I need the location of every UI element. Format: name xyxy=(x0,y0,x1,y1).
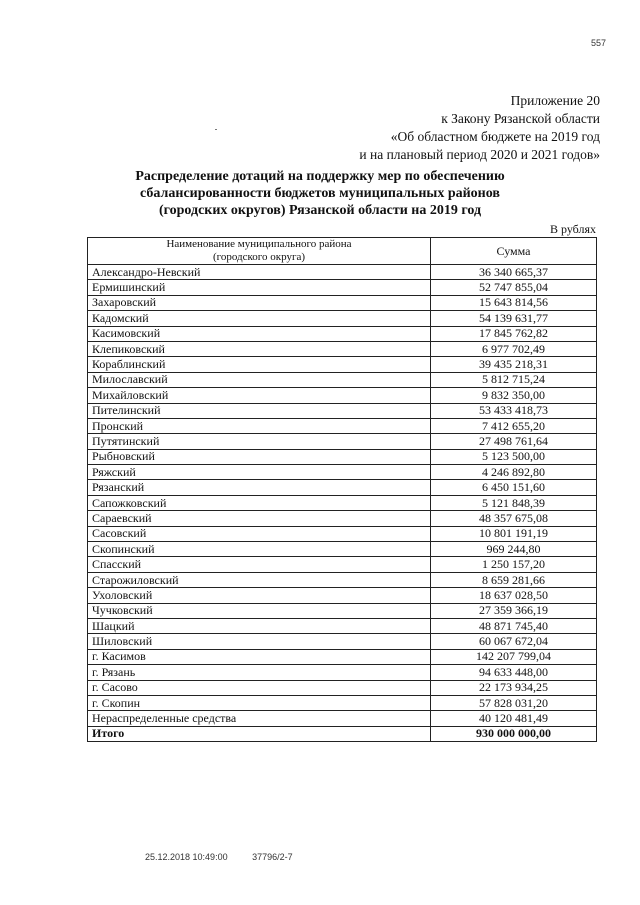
row-sum: 6 977 702,49 xyxy=(431,341,597,356)
row-sum: 53 433 418,73 xyxy=(431,403,597,418)
row-sum: 142 207 799,04 xyxy=(431,649,597,664)
table-row xyxy=(88,372,597,387)
row-name: Милославский xyxy=(88,372,431,387)
table-row xyxy=(88,649,597,664)
table-row xyxy=(88,449,597,464)
row-sum: 40 120 481,49 xyxy=(431,711,597,726)
row-sum: 5 812 715,24 xyxy=(431,372,597,387)
row-name: Сапожковский xyxy=(88,495,431,510)
row-sum: 39 435 218,31 xyxy=(431,357,597,372)
row-name: Михайловский xyxy=(88,388,431,403)
row-sum: 48 871 745,40 xyxy=(431,618,597,633)
row-sum: 6 450 151,60 xyxy=(431,480,597,495)
subsidy-table xyxy=(87,237,597,742)
table-row xyxy=(88,711,597,726)
total-label: Итого xyxy=(88,726,431,741)
table-row xyxy=(88,265,597,280)
table-row xyxy=(88,295,597,310)
scan-speck xyxy=(215,129,217,130)
row-sum: 60 067 672,04 xyxy=(431,634,597,649)
currency-note: В рублях xyxy=(549,222,596,236)
total-sum: 930 000 000,00 xyxy=(431,726,597,741)
title-line: (городских округов) Рязанской области на 2019 год xyxy=(158,203,482,218)
row-sum: 1 250 157,20 xyxy=(431,557,597,572)
column-header-name-line2: (городского округа) xyxy=(212,251,306,263)
row-sum: 7 412 655,20 xyxy=(431,418,597,433)
row-name: Ряжский xyxy=(88,465,431,480)
row-sum: 48 357 675,08 xyxy=(431,511,597,526)
row-sum: 8 659 281,66 xyxy=(431,572,597,587)
row-sum: 22 173 934,25 xyxy=(431,680,597,695)
row-sum: 52 747 855,04 xyxy=(431,280,597,295)
row-sum: 9 832 350,00 xyxy=(431,388,597,403)
table-row xyxy=(88,680,597,695)
footer-timestamp: 25.12.2018 10:49:00 xyxy=(145,852,228,862)
row-name: Ухоловский xyxy=(88,588,431,603)
table-row xyxy=(88,665,597,680)
row-name: Александро-Невский xyxy=(88,265,431,280)
table-row xyxy=(88,465,597,480)
row-name: г. Сасово xyxy=(88,680,431,695)
table-row xyxy=(88,542,597,557)
row-name: Рыбновский xyxy=(88,449,431,464)
row-sum: 969 244,80 xyxy=(431,542,597,557)
row-name: г. Рязань xyxy=(88,665,431,680)
table-row xyxy=(88,603,597,618)
table-row xyxy=(88,572,597,587)
row-name: Шиловский xyxy=(88,634,431,649)
table-row xyxy=(88,341,597,356)
table-row xyxy=(88,557,597,572)
page-number: 557 xyxy=(590,38,606,48)
row-name: Кадомский xyxy=(88,311,431,326)
row-name: Путятинский xyxy=(88,434,431,449)
row-sum: 57 828 031,20 xyxy=(431,695,597,710)
title-line: сбалансированности бюджетов муниципальных районов xyxy=(140,186,500,201)
row-name: Рязанский xyxy=(88,480,431,495)
table-row xyxy=(88,495,597,510)
row-sum: 36 340 665,37 xyxy=(431,265,597,280)
row-name: Пронский xyxy=(88,418,431,433)
table-row xyxy=(88,634,597,649)
row-sum: 27 359 366,19 xyxy=(431,603,597,618)
table-total-row xyxy=(88,726,597,741)
row-name: Касимовский xyxy=(88,326,431,341)
table-row xyxy=(88,695,597,710)
row-sum: 18 637 028,50 xyxy=(431,588,597,603)
row-sum: 17 845 762,82 xyxy=(431,326,597,341)
row-name: Захаровский xyxy=(88,295,431,310)
row-sum: 4 246 892,80 xyxy=(431,465,597,480)
table-row xyxy=(88,403,597,418)
table-row xyxy=(88,326,597,341)
row-name: Клепиковский xyxy=(88,341,431,356)
appendix-line: Приложение 20 xyxy=(510,93,600,108)
row-name: Кораблинский xyxy=(88,357,431,372)
footer xyxy=(145,852,293,862)
appendix-line: к Закону Рязанской области xyxy=(441,111,600,126)
column-header-sum: Сумма xyxy=(431,238,597,265)
table-header-row xyxy=(88,238,597,265)
row-name: Пителинский xyxy=(88,403,431,418)
appendix-header xyxy=(300,92,600,164)
table-row xyxy=(88,418,597,433)
row-name: Сараевский xyxy=(88,511,431,526)
table-row xyxy=(88,618,597,633)
appendix-line: «Об областном бюджете на 2019 год xyxy=(390,129,600,144)
appendix-line: и на плановый период 2020 и 2021 годов» xyxy=(359,147,600,162)
table-row xyxy=(88,280,597,295)
document-title xyxy=(100,168,540,219)
table-row xyxy=(88,311,597,326)
row-sum: 94 633 448,00 xyxy=(431,665,597,680)
row-name: Спасский xyxy=(88,557,431,572)
row-name: г. Касимов xyxy=(88,649,431,664)
row-sum: 5 121 848,39 xyxy=(431,495,597,510)
footer-doc-code: 37796/2-7 xyxy=(252,852,293,862)
row-sum: 27 498 761,64 xyxy=(431,434,597,449)
title-line: Распределение дотаций на поддержку мер по обеспечению xyxy=(135,169,505,184)
column-header-name-line1: Наименование муниципального района xyxy=(166,238,352,250)
row-name: Сасовский xyxy=(88,526,431,541)
row-sum: 15 643 814,56 xyxy=(431,295,597,310)
table-row xyxy=(88,526,597,541)
row-name: Нераспределенные средства xyxy=(88,711,431,726)
column-header-name xyxy=(88,238,431,265)
table-row xyxy=(88,434,597,449)
table-row xyxy=(88,480,597,495)
row-name: Ермишинский xyxy=(88,280,431,295)
table-row xyxy=(88,357,597,372)
table-row xyxy=(88,388,597,403)
row-sum: 10 801 191,19 xyxy=(431,526,597,541)
row-sum: 5 123 500,00 xyxy=(431,449,597,464)
table-row xyxy=(88,511,597,526)
row-sum: 54 139 631,77 xyxy=(431,311,597,326)
table-row xyxy=(88,588,597,603)
row-name: Шацкий xyxy=(88,618,431,633)
row-name: Старожиловский xyxy=(88,572,431,587)
row-name: г. Скопин xyxy=(88,695,431,710)
row-name: Скопинский xyxy=(88,542,431,557)
row-name: Чучковский xyxy=(88,603,431,618)
